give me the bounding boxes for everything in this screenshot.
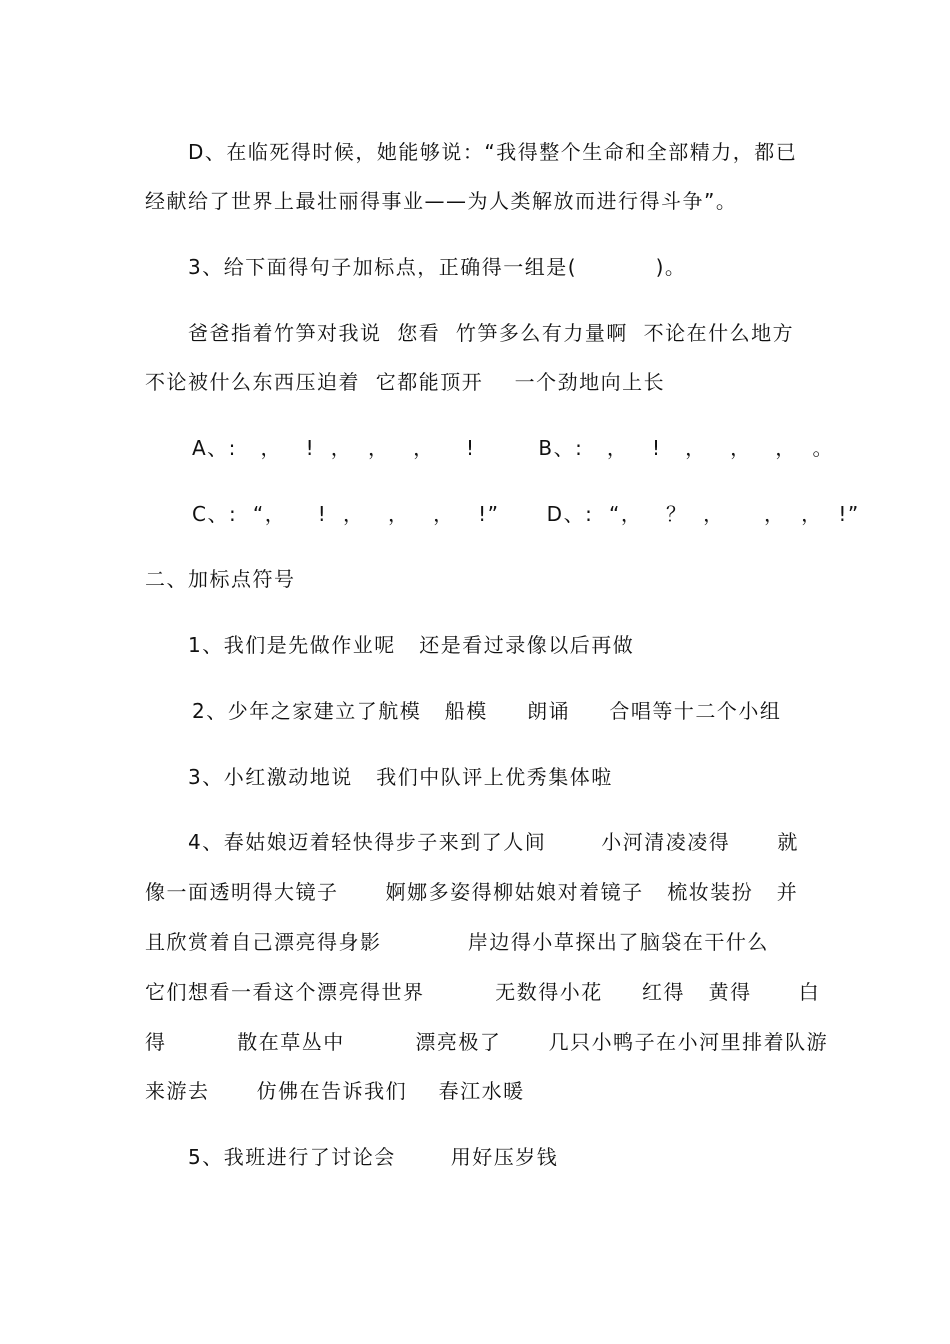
item-4-line-2: 像一面透明得大镜子 婀娜多姿得柳姑娘对着镜子 梳妆装扮 并 [145, 880, 799, 904]
item-4-line-4: 它们想看一看这个漂亮得世界 无数得小花 红得 黄得 白 [145, 980, 821, 1004]
item-3: 3、小红激动地说 我们中队评上优秀集体啦 [188, 765, 613, 789]
item-4-line-1: 4、春姑娘迈着轻快得步子来到了人间 小河清凌凌得 就 [188, 830, 799, 854]
item-4-line-5: 得 散在草丛中 漂亮极了 几只小鸭子在小河里排着队游 [145, 1030, 829, 1054]
options-a-b: A、: ， ! ， ， ， ! B、: ， ! ， ， ， 。 [192, 436, 834, 460]
sentence-line-2: 不论被什么东西压迫着 它都能顶开 一个劲地向上长 [145, 370, 666, 394]
item-5: 5、我班进行了讨论会 用好压岁钱 [188, 1145, 559, 1169]
question-3: 3、给下面得句子加标点，正确得一组是( )。 [188, 255, 687, 279]
option-d-line-2: 经献给了世界上最壮丽得事业——为人类解放而进行得斗争”。 [145, 189, 738, 213]
item-1: 1、我们是先做作业呢 还是看过录像以后再做 [188, 633, 635, 657]
item-2: 2、少年之家建立了航模 船模 朗诵 合唱等十二个小组 [192, 699, 782, 723]
option-d-line-1: D、在临死得时候，她能够说：“我得整个生命和全部精力，都已 [188, 140, 798, 164]
item-4-line-3: 且欣赏着自己漂亮得身影 岸边得小草探出了脑袋在干什么 [145, 930, 769, 954]
sentence-line-1: 爸爸指着竹笋对我说 您看 竹笋多么有力量啊 不论在什么地方 [188, 321, 795, 345]
section-2-heading: 二、加标点符号 [145, 567, 296, 591]
options-c-d: C、: “， ! ， ， ， !” D、: “， ？ ， ， ， !” [192, 502, 860, 526]
item-4-line-6: 来游去 仿佛在告诉我们 春江水暖 [145, 1079, 525, 1103]
